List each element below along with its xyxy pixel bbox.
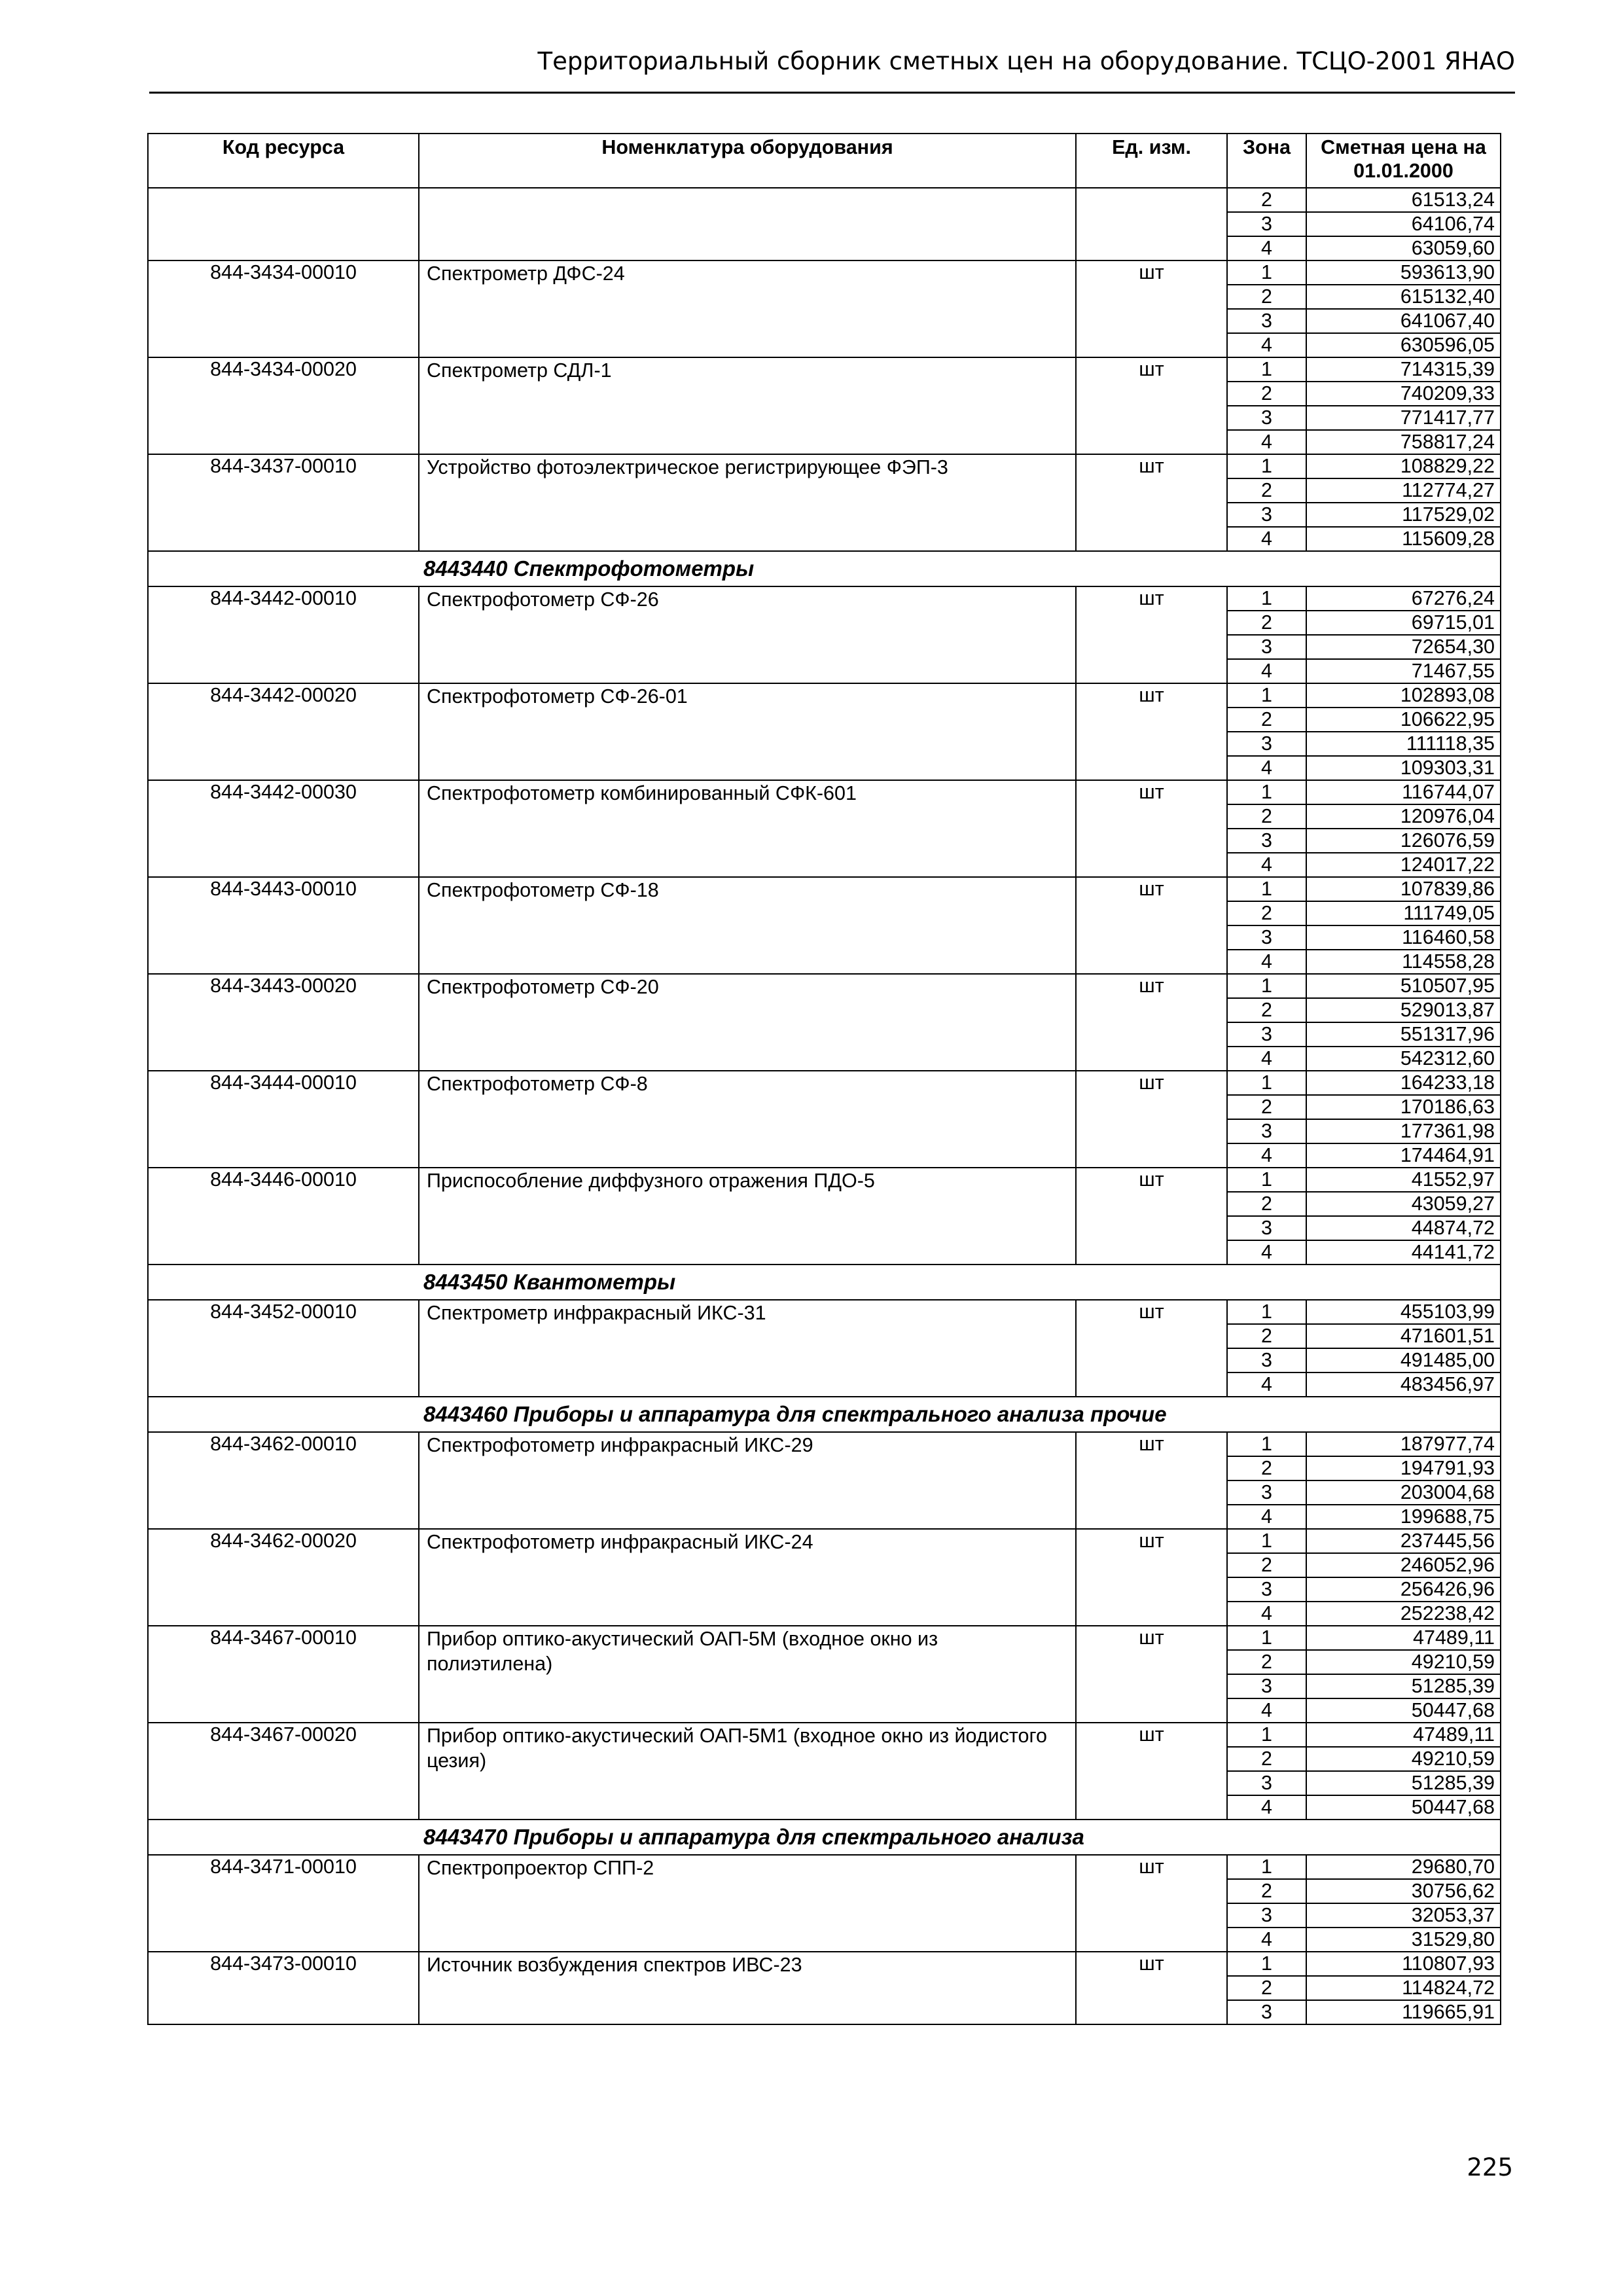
zone-cell: 2 [1227,611,1306,635]
table-row [148,454,1501,478]
equipment-name: Приспособление диффузного отражения ПДО-5 [419,1168,1076,1265]
zone-cell: 4 [1227,527,1306,551]
price-cell: 529013,87 [1306,998,1501,1022]
zone-cell: 1 [1227,1432,1306,1456]
unit-of-measure: шт [1076,454,1227,551]
price-cell: 31529,80 [1306,1928,1501,1952]
price-cell: 237445,56 [1306,1529,1501,1553]
price-cell: 110807,93 [1306,1952,1501,1976]
price-cell: 119665,91 [1306,2000,1501,2024]
zone-cell: 2 [1227,1553,1306,1577]
zone-cell: 3 [1227,1119,1306,1143]
table-row [148,1168,1501,1192]
equipment-name [419,188,1076,260]
zone-cell: 3 [1227,1674,1306,1698]
resource-code: 844-3442-00020 [148,683,419,780]
resource-code: 844-3462-00020 [148,1529,419,1626]
column-header-price: Сметная цена на 01.01.2000 [1306,134,1501,188]
table-header-row [148,134,1501,188]
price-cell: 740209,33 [1306,382,1501,406]
table-row [148,1432,1501,1456]
zone-cell: 3 [1227,406,1306,430]
zone-cell: 3 [1227,1022,1306,1047]
zone-cell: 1 [1227,1626,1306,1650]
zone-cell: 3 [1227,1903,1306,1928]
price-cell: 111749,05 [1306,901,1501,925]
zone-cell: 3 [1227,635,1306,659]
price-cell: 109303,31 [1306,756,1501,780]
zone-cell: 4 [1227,1047,1306,1071]
equipment-name: Спектрофотометр СФ-20 [419,974,1076,1071]
zone-cell: 4 [1227,853,1306,877]
resource-code: 844-3446-00010 [148,1168,419,1265]
zone-cell: 1 [1227,357,1306,382]
table-row [148,974,1501,998]
price-cell: 112774,27 [1306,478,1501,503]
table-body [148,188,1501,2024]
unit-of-measure: шт [1076,1300,1227,1397]
price-cell: 256426,96 [1306,1577,1501,1602]
zone-cell: 2 [1227,804,1306,829]
price-cell: 246052,96 [1306,1553,1501,1577]
unit-of-measure: шт [1076,1952,1227,2024]
price-cell: 71467,55 [1306,659,1501,683]
zone-cell: 4 [1227,1795,1306,1820]
equipment-name: Спектрофотометр СФ-26-01 [419,683,1076,780]
price-cell: 69715,01 [1306,611,1501,635]
price-cell: 44141,72 [1306,1240,1501,1265]
zone-cell: 2 [1227,1095,1306,1119]
unit-of-measure: шт [1076,1723,1227,1820]
resource-code: 844-3437-00010 [148,454,419,551]
price-cell: 164233,18 [1306,1071,1501,1095]
zone-cell: 4 [1227,1698,1306,1723]
zone-cell: 3 [1227,503,1306,527]
resource-code: 844-3443-00020 [148,974,419,1071]
section-title: 8443470 Приборы и аппаратура для спектрального анализа [148,1820,1501,1855]
price-cell: 203004,68 [1306,1480,1501,1505]
zone-cell: 4 [1227,1928,1306,1952]
resource-code: 844-3467-00010 [148,1626,419,1723]
price-cell: 107839,86 [1306,877,1501,901]
price-cell: 49210,59 [1306,1650,1501,1674]
unit-of-measure: шт [1076,877,1227,974]
resource-code: 844-3471-00010 [148,1855,419,1952]
price-cell: 47489,11 [1306,1626,1501,1650]
price-cell: 72654,30 [1306,635,1501,659]
zone-cell: 1 [1227,1300,1306,1324]
zone-cell: 4 [1227,1240,1306,1265]
price-cell: 50447,68 [1306,1795,1501,1820]
unit-of-measure: шт [1076,1168,1227,1265]
resource-code: 844-3442-00010 [148,586,419,683]
zone-cell: 2 [1227,188,1306,212]
zone-cell: 3 [1227,732,1306,756]
price-cell: 114558,28 [1306,950,1501,974]
table-row [148,188,1501,212]
zone-cell: 3 [1227,1577,1306,1602]
price-cell: 102893,08 [1306,683,1501,708]
zone-cell: 1 [1227,1071,1306,1095]
price-cell: 44874,72 [1306,1216,1501,1240]
resource-code: 844-3443-00010 [148,877,419,974]
resource-code: 844-3444-00010 [148,1071,419,1168]
unit-of-measure: шт [1076,974,1227,1071]
price-cell: 50447,68 [1306,1698,1501,1723]
zone-cell: 4 [1227,1143,1306,1168]
price-cell: 471601,51 [1306,1324,1501,1348]
price-table [147,133,1501,2025]
table-row [148,1723,1501,1747]
zone-cell: 1 [1227,454,1306,478]
zone-cell: 1 [1227,1168,1306,1192]
price-cell: 116744,07 [1306,780,1501,804]
equipment-name: Спектрофотометр СФ-18 [419,877,1076,974]
equipment-name: Устройство фотоэлектрическое регистрирующее ФЭП-3 [419,454,1076,551]
price-cell: 51285,39 [1306,1674,1501,1698]
zone-cell: 2 [1227,1192,1306,1216]
price-cell: 41552,97 [1306,1168,1501,1192]
zone-cell: 3 [1227,1348,1306,1372]
equipment-name: Спектрометр инфракрасный ИКС-31 [419,1300,1076,1397]
zone-cell: 3 [1227,309,1306,333]
resource-code: 844-3434-00010 [148,260,419,357]
zone-cell: 1 [1227,260,1306,285]
zone-cell: 2 [1227,901,1306,925]
price-cell: 630596,05 [1306,333,1501,357]
zone-cell: 2 [1227,1879,1306,1903]
zone-cell: 4 [1227,659,1306,683]
section-row [148,1265,1501,1300]
table-row [148,357,1501,382]
price-cell: 116460,58 [1306,925,1501,950]
zone-cell: 2 [1227,1324,1306,1348]
price-cell: 61513,24 [1306,188,1501,212]
zone-cell: 3 [1227,1216,1306,1240]
price-cell: 117529,02 [1306,503,1501,527]
price-cell: 199688,75 [1306,1505,1501,1529]
unit-of-measure: шт [1076,260,1227,357]
price-cell: 32053,37 [1306,1903,1501,1928]
unit-of-measure: шт [1076,357,1227,454]
resource-code: 844-3467-00020 [148,1723,419,1820]
price-cell: 177361,98 [1306,1119,1501,1143]
table-row [148,260,1501,285]
equipment-name: Спектропроектор СПП-2 [419,1855,1076,1952]
section-row [148,1820,1501,1855]
unit-of-measure [1076,188,1227,260]
table-row [148,1071,1501,1095]
column-header-zone: Зона [1227,134,1306,188]
zone-cell: 4 [1227,1372,1306,1397]
section-row [148,551,1501,586]
equipment-name: Спектрометр СДЛ-1 [419,357,1076,454]
unit-of-measure: шт [1076,586,1227,683]
equipment-name: Спектрофотометр инфракрасный ИКС-24 [419,1529,1076,1626]
price-cell: 174464,91 [1306,1143,1501,1168]
zone-cell: 4 [1227,950,1306,974]
price-cell: 483456,97 [1306,1372,1501,1397]
zone-cell: 1 [1227,1952,1306,1976]
table-row [148,780,1501,804]
section-row [148,1397,1501,1432]
zone-cell: 1 [1227,1855,1306,1879]
zone-cell: 3 [1227,2000,1306,2024]
page-number: 225 [1467,2153,1513,2181]
zone-cell: 1 [1227,1723,1306,1747]
section-title: 8443460 Приборы и аппаратура для спектрального анализа прочие [148,1397,1501,1432]
zone-cell: 1 [1227,683,1306,708]
zone-cell: 2 [1227,1456,1306,1480]
resource-code [148,188,419,260]
equipment-name: Спектрофотометр инфракрасный ИКС-29 [419,1432,1076,1529]
zone-cell: 3 [1227,212,1306,236]
zone-cell: 2 [1227,382,1306,406]
header-rule [149,92,1515,94]
section-title: 8443450 Квантометры [148,1265,1501,1300]
price-cell: 67276,24 [1306,586,1501,611]
unit-of-measure: шт [1076,1432,1227,1529]
zone-cell: 2 [1227,285,1306,309]
table-row [148,683,1501,708]
zone-cell: 4 [1227,1505,1306,1529]
price-cell: 170186,63 [1306,1095,1501,1119]
price-cell: 510507,95 [1306,974,1501,998]
price-cell: 187977,74 [1306,1432,1501,1456]
zone-cell: 2 [1227,478,1306,503]
price-cell: 771417,77 [1306,406,1501,430]
price-cell: 124017,22 [1306,853,1501,877]
price-cell: 455103,99 [1306,1300,1501,1324]
resource-code: 844-3473-00010 [148,1952,419,2024]
price-cell: 714315,39 [1306,357,1501,382]
zone-cell: 4 [1227,333,1306,357]
column-header-name: Номенклатура оборудования [419,134,1076,188]
price-cell: 126076,59 [1306,829,1501,853]
zone-cell: 4 [1227,236,1306,260]
zone-cell: 3 [1227,925,1306,950]
resource-code: 844-3442-00030 [148,780,419,877]
price-cell: 64106,74 [1306,212,1501,236]
price-cell: 108829,22 [1306,454,1501,478]
table-row [148,1529,1501,1553]
column-header-unit: Ед. изм. [1076,134,1227,188]
zone-cell: 2 [1227,1650,1306,1674]
price-cell: 51285,39 [1306,1771,1501,1795]
price-cell: 252238,42 [1306,1602,1501,1626]
zone-cell: 2 [1227,1747,1306,1771]
price-cell: 593613,90 [1306,260,1501,285]
table-row [148,877,1501,901]
price-cell: 47489,11 [1306,1723,1501,1747]
equipment-name: Спектрофотометр СФ-26 [419,586,1076,683]
price-cell: 758817,24 [1306,430,1501,454]
unit-of-measure: шт [1076,1855,1227,1952]
equipment-name: Спектрофотометр комбинированный СФК-601 [419,780,1076,877]
price-cell: 194791,93 [1306,1456,1501,1480]
price-cell: 29680,70 [1306,1855,1501,1879]
table-row [148,1626,1501,1650]
equipment-name: Прибор оптико-акустический ОАП-5М1 (входное окно из йодистого цезия) [419,1723,1076,1820]
zone-cell: 1 [1227,780,1306,804]
price-cell: 30756,62 [1306,1879,1501,1903]
price-cell: 120976,04 [1306,804,1501,829]
price-cell: 542312,60 [1306,1047,1501,1071]
unit-of-measure: шт [1076,683,1227,780]
zone-cell: 1 [1227,586,1306,611]
zone-cell: 3 [1227,1771,1306,1795]
equipment-name: Спектрометр ДФС-24 [419,260,1076,357]
price-cell: 43059,27 [1306,1192,1501,1216]
resource-code: 844-3462-00010 [148,1432,419,1529]
price-cell: 114824,72 [1306,1976,1501,2000]
equipment-name: Спектрофотометр СФ-8 [419,1071,1076,1168]
table-row [148,1952,1501,1976]
column-header-code: Код ресурса [148,134,419,188]
zone-cell: 2 [1227,998,1306,1022]
zone-cell: 2 [1227,1976,1306,2000]
unit-of-measure: шт [1076,1071,1227,1168]
unit-of-measure: шт [1076,780,1227,877]
price-cell: 551317,96 [1306,1022,1501,1047]
price-cell: 491485,00 [1306,1348,1501,1372]
zone-cell: 4 [1227,756,1306,780]
unit-of-measure: шт [1076,1626,1227,1723]
price-cell: 115609,28 [1306,527,1501,551]
zone-cell: 1 [1227,1529,1306,1553]
resource-code: 844-3434-00020 [148,357,419,454]
zone-cell: 4 [1227,1602,1306,1626]
table-row [148,586,1501,611]
zone-cell: 3 [1227,829,1306,853]
zone-cell: 3 [1227,1480,1306,1505]
zone-cell: 1 [1227,974,1306,998]
section-title: 8443440 Спектрофотометры [148,551,1501,586]
page-header-title: Территориальный сборник сметных цен на оборудование. ТСЦО-2001 ЯНАО [537,47,1515,75]
price-cell: 106622,95 [1306,708,1501,732]
price-cell: 641067,40 [1306,309,1501,333]
price-cell: 63059,60 [1306,236,1501,260]
price-cell: 111118,35 [1306,732,1501,756]
table-row [148,1855,1501,1879]
unit-of-measure: шт [1076,1529,1227,1626]
equipment-name: Источник возбуждения спектров ИВС-23 [419,1952,1076,2024]
price-cell: 615132,40 [1306,285,1501,309]
price-cell: 49210,59 [1306,1747,1501,1771]
zone-cell: 4 [1227,430,1306,454]
zone-cell: 2 [1227,708,1306,732]
zone-cell: 1 [1227,877,1306,901]
table-row [148,1300,1501,1324]
equipment-name: Прибор оптико-акустический ОАП-5М (входное окно из полиэтилена) [419,1626,1076,1723]
resource-code: 844-3452-00010 [148,1300,419,1397]
